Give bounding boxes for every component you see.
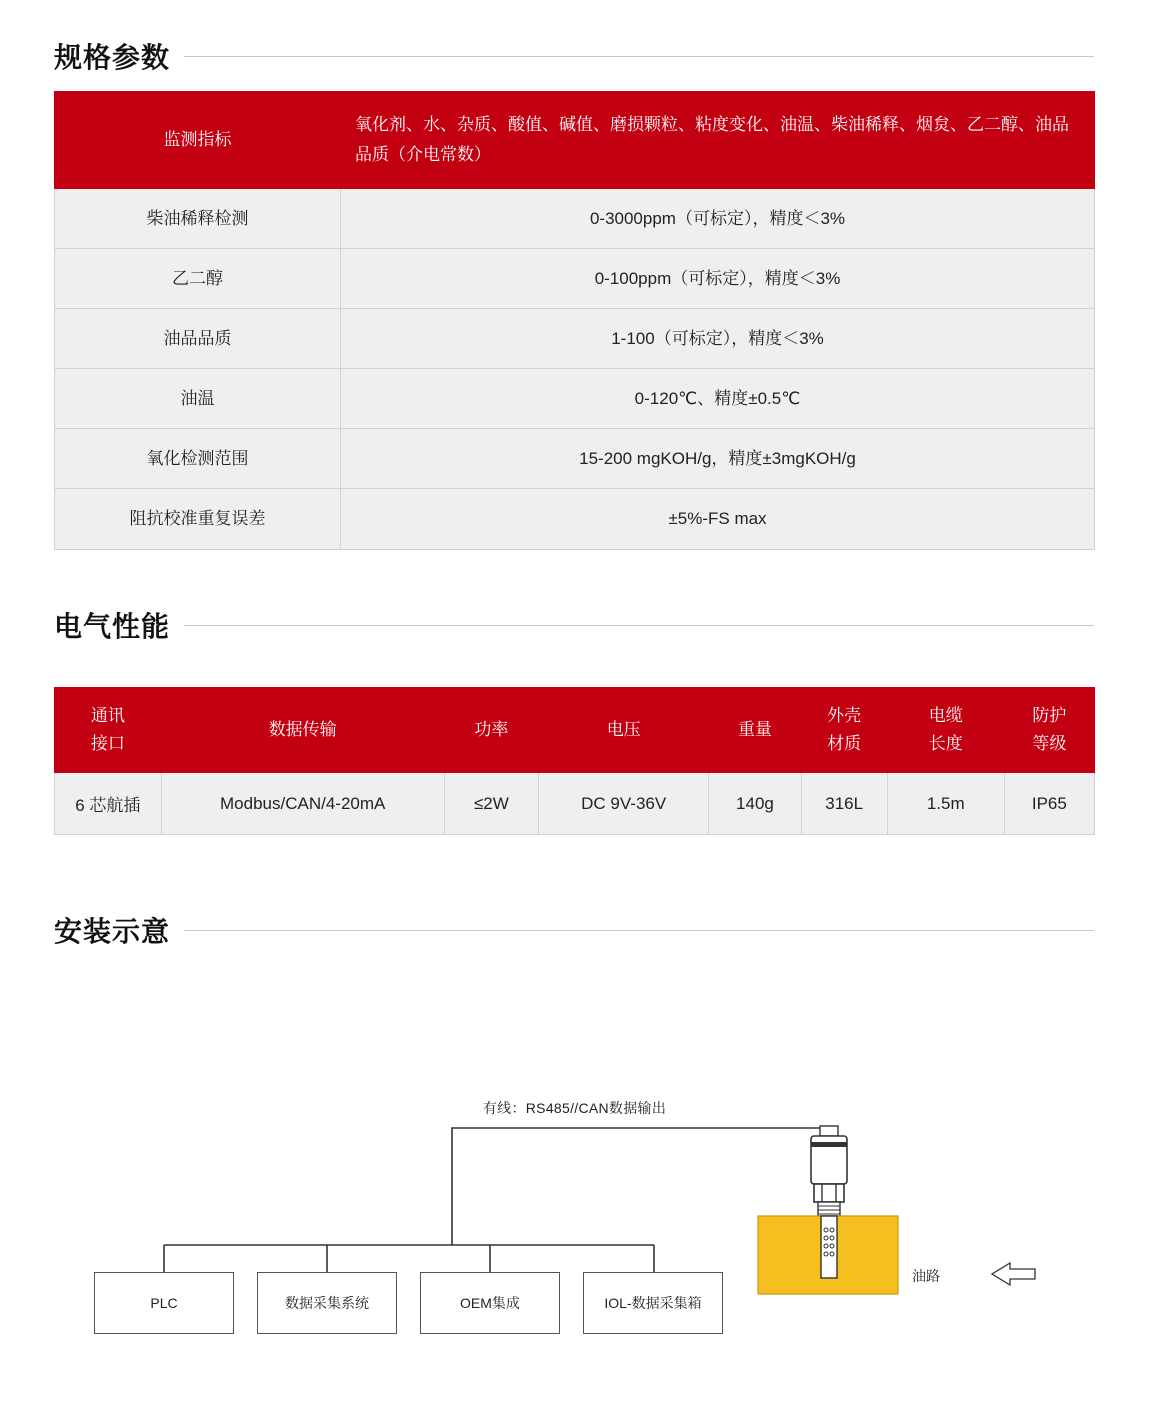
electrical-header-cell — [887, 688, 1004, 773]
header-line: 电缆 — [928, 706, 963, 725]
spec-row-label: 乙二醇 — [55, 248, 341, 308]
table-row — [55, 308, 1095, 368]
electrical-header-cell — [709, 688, 801, 773]
install-heading-rule — [184, 930, 1094, 931]
spec-row-label: 氧化检测范围 — [55, 429, 341, 489]
installation-diagram — [0, 1080, 1149, 1380]
electrical-value-cell: IP65 — [1004, 773, 1094, 835]
spec-section-title: 规格参数 — [54, 42, 171, 73]
sensor-illustration — [811, 1126, 847, 1216]
electrical-value-cell: ≤2W — [444, 773, 538, 835]
spec-row-label: 阻抗校准重复误差 — [55, 489, 341, 549]
electrical-header-cell — [55, 688, 162, 773]
electrical-header-row — [55, 688, 1095, 773]
electrical-value-cell: DC 9V-36V — [539, 773, 709, 835]
electrical-header-cell — [161, 688, 444, 773]
header-line: 材质 — [827, 734, 862, 754]
node-data-collection-system: 数据采集系统 — [257, 1272, 397, 1334]
node-oem-integration: OEM集成 — [420, 1272, 560, 1334]
spec-heading-rule — [184, 56, 1094, 57]
spec-table-container — [54, 91, 1095, 550]
electrical-header-cell — [1004, 688, 1094, 773]
electrical-value-cell: 1.5m — [887, 773, 1004, 835]
table-row — [55, 773, 1095, 835]
flow-arrow-icon — [992, 1263, 1035, 1285]
electrical-header-cell — [539, 688, 709, 773]
spec-row-label: 柴油稀释检测 — [55, 188, 341, 248]
spec-row-value: 0-120℃、精度±0.5℃ — [341, 369, 1095, 429]
header-line: 长度 — [928, 734, 963, 754]
header-line: 防护 — [1032, 706, 1067, 725]
spec-row-value: 1-100（可标定），精度＜3% — [341, 308, 1095, 368]
electrical-section-title: 电气性能 — [54, 611, 171, 642]
header-line: 等级 — [1032, 734, 1067, 754]
spec-row-value: ±5%-FS max — [341, 489, 1095, 549]
electrical-header-cell — [801, 688, 887, 773]
table-row — [55, 188, 1095, 248]
install-section-title: 安装示意 — [54, 916, 171, 947]
header-line: 数据传输 — [268, 720, 337, 740]
header-line: 电压 — [606, 720, 641, 740]
spec-header-value: 氧化剂、水、杂质、酸值、碱值、磨损颗粒、粘度变化、油温、柴油稀释、烟炱、乙二醇、油品品质（介电常数） — [341, 92, 1095, 189]
spec-section-heading — [54, 36, 1094, 76]
spec-table-header-row — [55, 92, 1095, 189]
table-row — [55, 248, 1095, 308]
electrical-header-cell — [444, 688, 538, 773]
header-line: 外壳 — [827, 706, 862, 725]
electrical-table — [54, 687, 1095, 835]
electrical-value-cell: 6 芯航插 — [55, 773, 162, 835]
electrical-value-cell: 316L — [801, 773, 887, 835]
spec-table — [54, 91, 1095, 550]
probe-illustration — [821, 1216, 837, 1278]
table-row — [55, 489, 1095, 549]
header-line: 功率 — [474, 720, 509, 740]
diagram-lines — [0, 1080, 1149, 1380]
spec-row-label: 油温 — [55, 369, 341, 429]
header-line: 重量 — [737, 720, 772, 740]
header-line: 通讯 — [90, 706, 125, 725]
electrical-value-cell: Modbus/CAN/4-20mA — [161, 773, 444, 835]
install-section-heading — [54, 910, 1094, 950]
diagram-caption: 有线：RS485//CAN数据输出 — [482, 1100, 667, 1116]
electrical-table-container — [54, 687, 1095, 835]
spec-row-value: 0-3000ppm（可标定），精度＜3% — [341, 188, 1095, 248]
spec-row-value: 15-200 mgKOH/g，精度±3mgKOH/g — [341, 429, 1095, 489]
spec-header-label: 监测指标 — [55, 92, 341, 189]
oil-path-label: 油路 — [912, 1268, 940, 1284]
header-line: 接口 — [90, 734, 125, 754]
node-iol-collection-box: IOL-数据采集箱 — [583, 1272, 723, 1334]
table-row — [55, 429, 1095, 489]
spec-row-value: 0-100ppm（可标定），精度＜3% — [341, 248, 1095, 308]
electrical-section-heading — [54, 605, 1094, 645]
electrical-value-cell: 140g — [709, 773, 801, 835]
spec-row-label: 油品品质 — [55, 308, 341, 368]
node-plc: PLC — [94, 1272, 234, 1334]
electrical-heading-rule — [184, 625, 1094, 626]
table-row — [55, 369, 1095, 429]
